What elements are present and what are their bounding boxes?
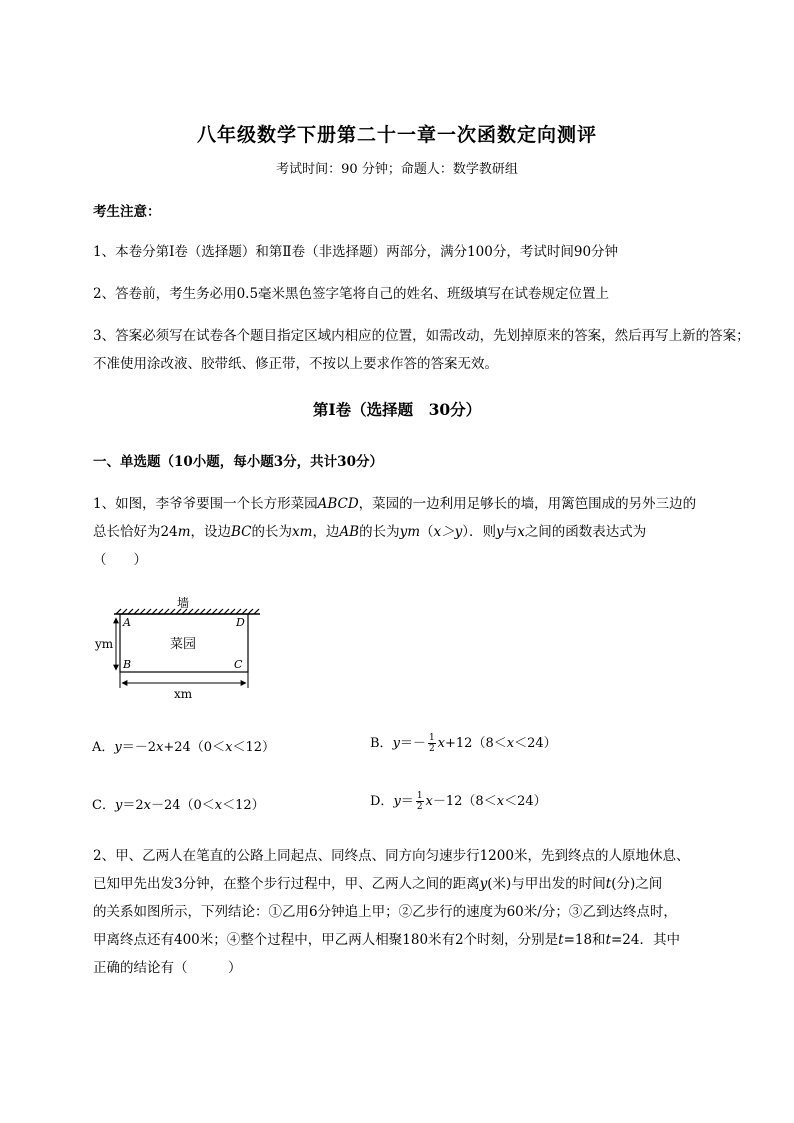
- question-2: [93, 842, 773, 982]
- garden-label: 菜园: [170, 637, 197, 652]
- q2-line-4: 甲离终点还有400米；④整个过程中，甲乙两人相聚180米有2个时刻，分别是t=18和t=24．其中: [93, 932, 680, 948]
- option-b[interactable]: B．y＝－ $\frac{1}{2}$ x+12（8＜x＜24）: [370, 733, 557, 754]
- q2-line-2: 已知甲先出发3分钟，在整个步行过程中，甲、乙两人之间的距离y(米)与甲出发的时间t(分)之间: [93, 876, 663, 892]
- vertex-b: B: [123, 658, 132, 671]
- notice-heading: 考生注意：: [93, 204, 161, 220]
- vertex-a: A: [123, 616, 131, 629]
- option-a[interactable]: A．y＝－2x+24（0＜x＜12）: [92, 740, 275, 755]
- q2-line-5: 正确的结论有（ ）: [93, 960, 242, 976]
- notice-item-2: 2、答卷前，考生务必用0.5毫米黑色签字笔将自己的姓名、班级填写在试卷规定位置上: [93, 286, 610, 302]
- q1-line-2: 总长恰好为24m，设边BC的长为xm，边AB的长为ym（x＞y）．则y与x之间的函数表达式为: [93, 524, 647, 540]
- option-c[interactable]: C．y＝2x－24（0＜x＜12）: [92, 798, 265, 813]
- vertex-c: C: [234, 658, 243, 671]
- y-length-label: ym: [95, 637, 114, 651]
- q2-line-3: 的关系如图所示，下列结论：①乙用6分钟追上甲；②乙步行的速度为60米/分；③乙到达终点时，: [93, 904, 677, 920]
- option-d[interactable]: D．y＝ $\frac{1}{2}$ x－12（8＜x＜24）: [370, 791, 547, 812]
- x-length-label: xm: [174, 687, 193, 701]
- wall-label: 墙: [177, 596, 190, 610]
- q1-line-1: 1、如图，李爷爷要围一个长方形菜园ABCD，菜园的一边利用足够长的墙，用篱笆围成的另外三边的: [93, 496, 697, 512]
- section-title: 第Ⅰ卷（选择题 30分）: [312, 400, 482, 419]
- q2-line-1: 2、甲、乙两人在笔直的公路上同起点、同终点、同方向匀速步行1200米，先到终点的人原地休息、: [93, 848, 690, 864]
- notice-item-3: 3、答案必须写在试卷各个题目指定区域内相应的位置，如需改动，先划掉原来的答案，然后再写上新的答案；不准使用涂改液、胶带纸、修正带，不按以上要求作答的答案无效。: [93, 328, 750, 372]
- page-title: 八年级数学下册第二十一章一次函数定向测评: [196, 124, 597, 146]
- fraction: $\frac{1}{2}$: [416, 791, 423, 812]
- fraction: $\frac{1}{2}$: [428, 733, 435, 754]
- vertex-d: D: [236, 616, 245, 629]
- exam-info: 考试时间：90 分钟；命题人：数学教研组: [276, 162, 518, 177]
- garden-figure: [92, 592, 272, 702]
- q1-line-3: （ ）: [93, 552, 147, 568]
- question-1: [93, 490, 753, 574]
- part-heading: 一、单选题（10小题，每小题3分，共计30分）: [93, 454, 383, 470]
- notice-item-1: 1、本卷分第Ⅰ卷（选择题）和第Ⅱ卷（非选择题）两部分，满分100分，考试时间90分钟: [93, 244, 619, 260]
